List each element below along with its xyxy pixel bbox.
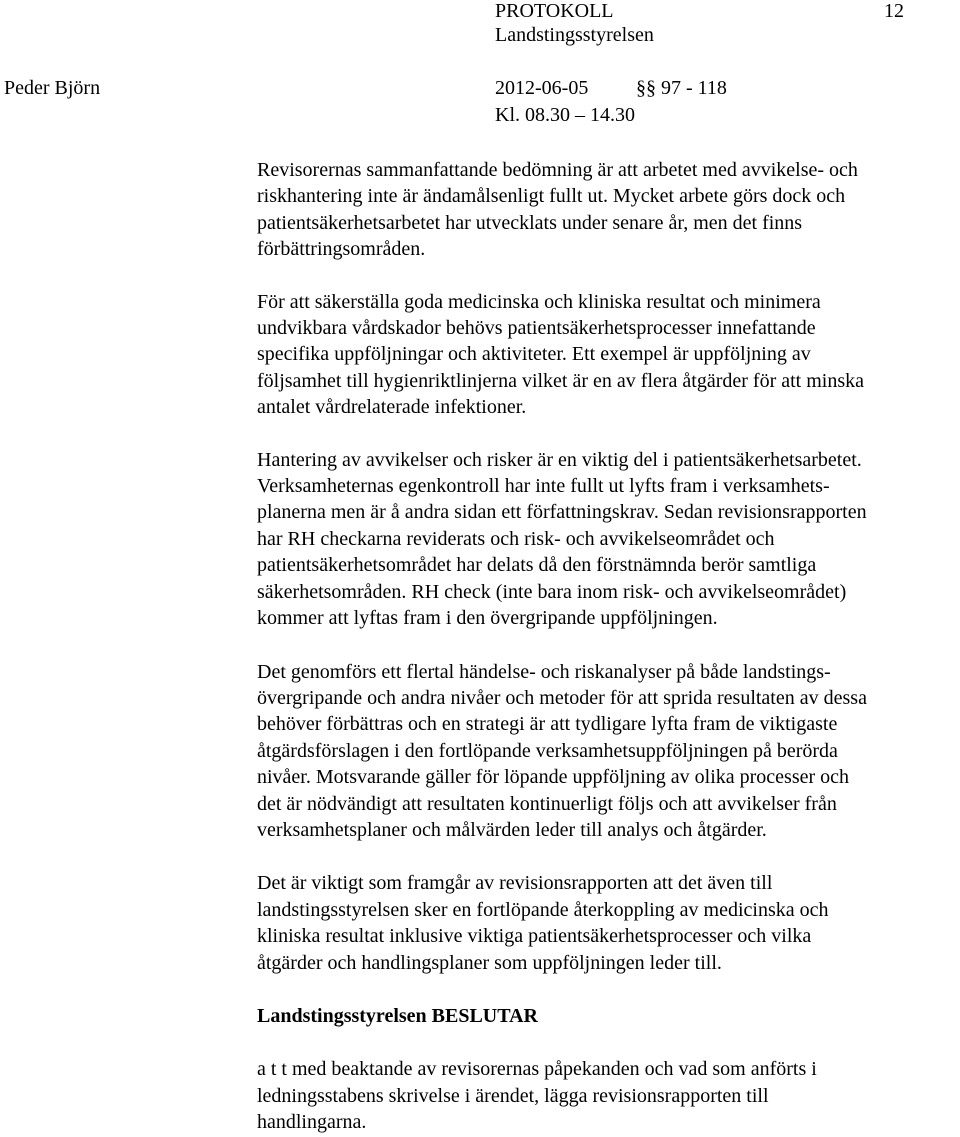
paragraph-assessment: Revisorernas sammanfattande bedömning är att arbetet med avvikelse- och riskhantering inte är ändamålsenligt fullt ut. Mycket arbete görs dock och patientsäkerhetsarbetet har utvecklats under senare år, men det finns förbättringsområden.	[257, 159, 858, 261]
meeting-date: 2012-06-05	[495, 77, 589, 99]
paragraph-feedback: Det är viktigt som framgår av revisionsrapporten att det även till landstingsstyrelsen sker en fortlöpande återkoppling av medicinska och kliniska resultat inklusive viktiga patientsäkerhetsprocesser och vilka åtgärder och handlingsplaner som uppföljningen leder till.	[257, 872, 829, 974]
paragraph-range: §§ 97 - 118	[636, 77, 727, 99]
paragraph-risk-analyses: Det genomförs ett flertal händelse- och riskanalyser på både landstings- övergripande och andra nivåer och metoder för att sprida resultaten av dessa behöver förbättras och en strategi är att tydligare lyfta fram de viktigaste åtgärdsförslagen i den fortlöpande verksamhetsuppföljningen på berörda nivåer. Motsvarande gäller för löpande uppföljning av olika processer och det är nödvändigt att resultaten kontinuerligt följs och att avvikelser från verksamhetsplaner och målvärden leder till analys och åtgärder.	[257, 660, 867, 841]
paragraph-deviation-handling: Hantering av avvikelser och risker är en viktig del i patientsäkerhetsarbetet. Verksamheternas egenkontroll har inte fullt ut lyfts fram i verksamhets- planerna men är å andra sidan ett författningskrav. Sedan revisionsrapporten har RH checkarna reviderats och risk- och avvikelseområdet och patientsäkerhetsområdet har delats då den förstnämnda berör samtliga säkerhetsområden. RH check (inte bara inom risk- och avvikelseområdet) kommer att lyftas fram i den övergripande uppföljningen.	[257, 448, 867, 630]
person-name: Peder Björn	[4, 77, 101, 99]
decision-text: a t t med beaktande av revisorernas påpekanden och vad som anförts i ledningsstabens skrivelse i ärendet, lägga revisionsrapporten till handlingarna.	[257, 1058, 817, 1134]
paragraph-medical-results: För att säkerställa goda medicinska och kliniska resultat och minimera undvikbara vårdskador behövs patientsäkerhetsprocesser innefattande specifika uppföljningar och aktiviteter. Ett exempel är uppföljning av följsamhet till hygienriktlinjerna vilket är en av flera åtgärder för att minska antalet vårdrelaterade infektioner.	[257, 290, 865, 419]
meeting-time: Kl. 08.30 – 14.30	[495, 104, 635, 126]
document-body	[257, 157, 957, 1136]
organization-name: Landstingsstyrelsen	[495, 24, 654, 46]
document-title: PROTOKOLL	[495, 0, 614, 22]
page-number: 12	[884, 0, 904, 22]
decision-heading: Landstingsstyrelsen BESLUTAR	[257, 1004, 538, 1027]
